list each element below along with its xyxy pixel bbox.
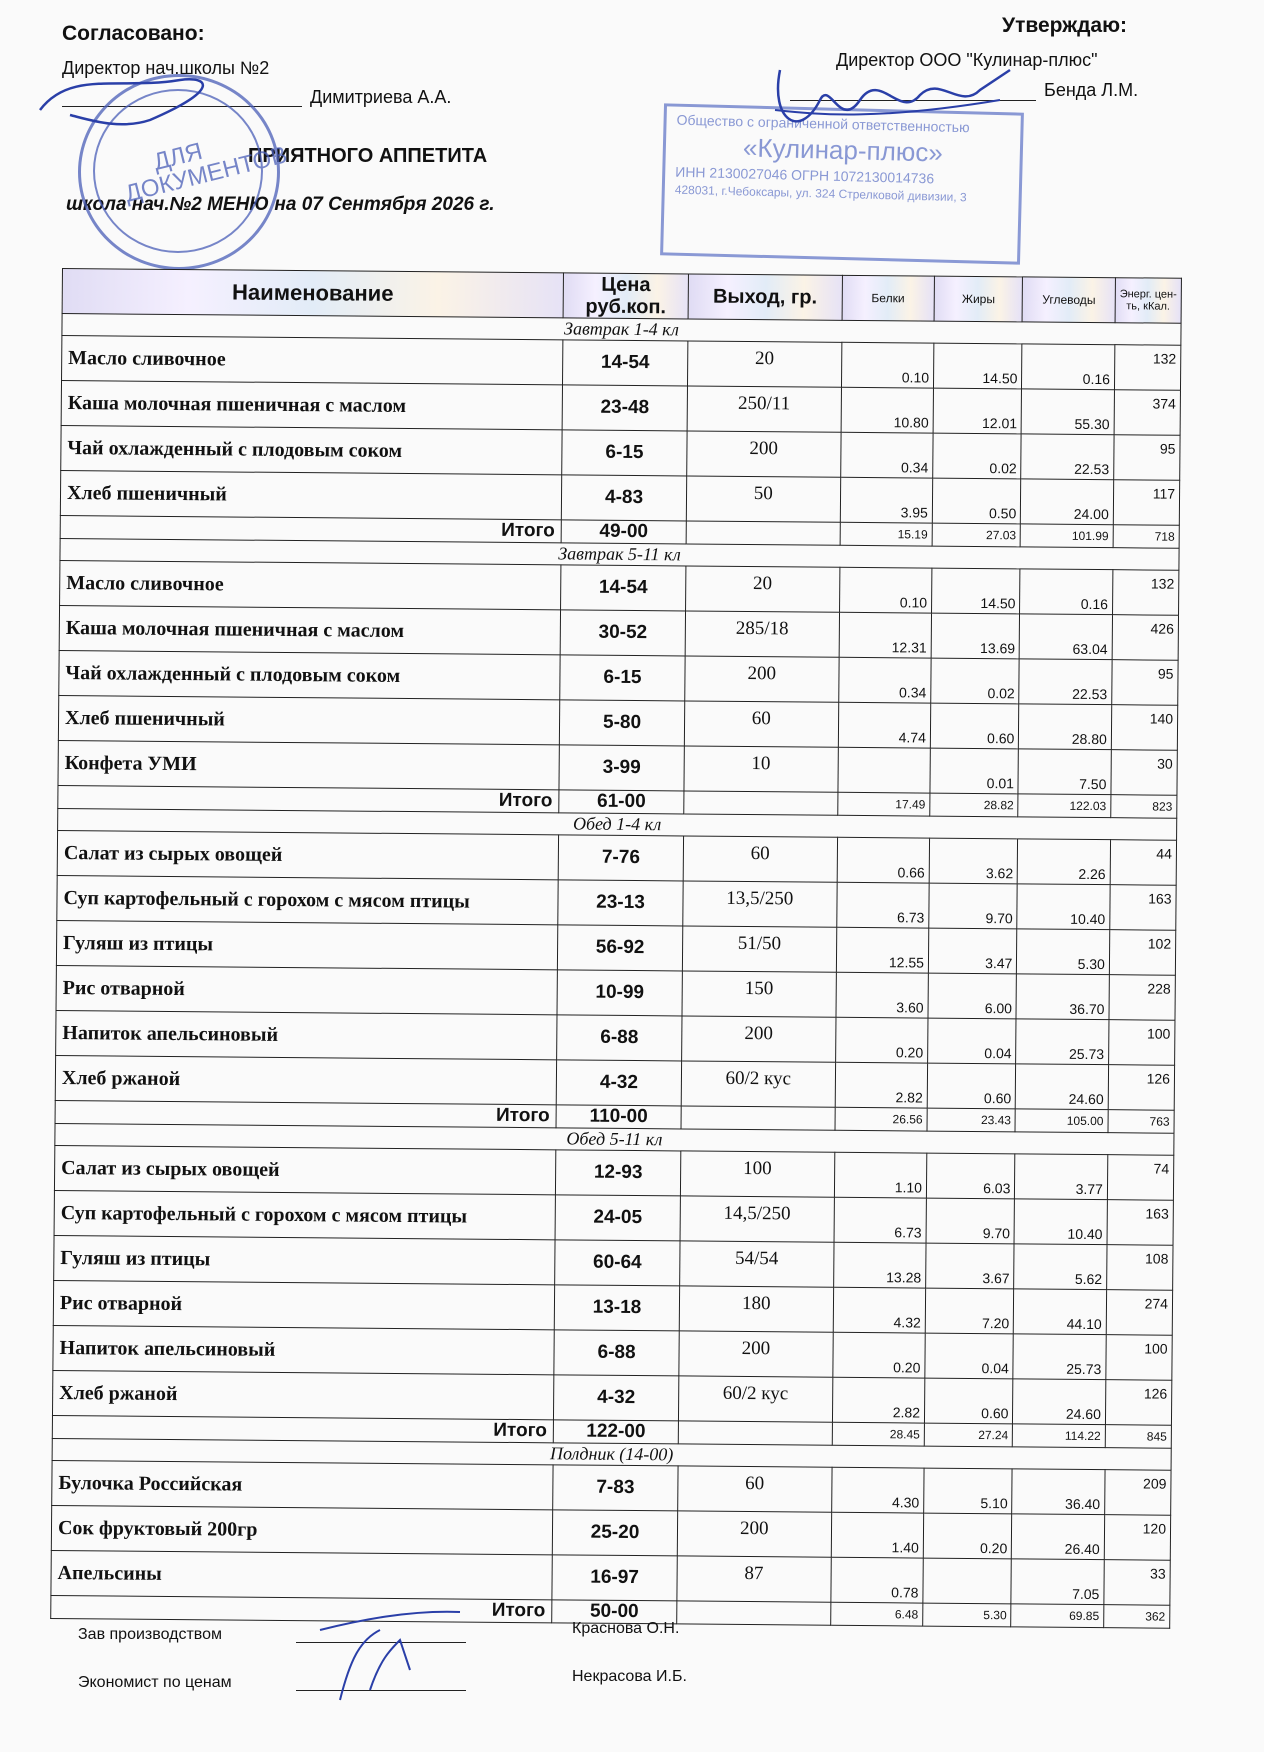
section-title: Завтрак 1-4 кл — [62, 314, 1181, 346]
item-fat: 14.50 — [932, 568, 1021, 614]
total-fat: 28.82 — [930, 793, 1019, 817]
item-carbs: 5.62 — [1014, 1244, 1107, 1290]
item-yield: 60 — [684, 701, 838, 747]
item-yield: 200 — [687, 431, 841, 477]
item-kcal: 163 — [1107, 1200, 1173, 1246]
total-fat: 27.24 — [924, 1423, 1013, 1447]
item-protein: 12.55 — [836, 927, 929, 973]
item-yield: 200 — [685, 656, 839, 702]
item-yield: 200 — [677, 1511, 831, 1557]
item-price: 7-76 — [558, 835, 683, 881]
item-kcal: 426 — [1112, 615, 1178, 661]
production-role: Зав производством — [78, 1626, 222, 1643]
item-price: 4-83 — [561, 475, 686, 521]
total-protein: 28.45 — [832, 1422, 925, 1446]
item-name: Каша молочная пшеничная с маслом — [59, 605, 560, 654]
total-kcal: 718 — [1113, 525, 1179, 549]
item-price: 10-99 — [557, 970, 682, 1016]
col-price: Цена руб.коп. — [563, 273, 688, 319]
company-stamp-line3: ИНН 2130027046 ОГРН 1072130014736 — [675, 163, 935, 187]
section-title: Обед 5-11 кл — [55, 1123, 1174, 1155]
total-fat: 27.03 — [932, 523, 1021, 547]
item-protein: 0.78 — [830, 1557, 923, 1603]
item-protein: 1.40 — [831, 1512, 924, 1558]
item-kcal: 209 — [1105, 1470, 1171, 1516]
total-price: 122-00 — [553, 1420, 678, 1444]
item-fat: 5.10 — [924, 1468, 1013, 1514]
item-yield: 285/18 — [685, 611, 839, 657]
item-name: Каша молочная пшеничная с маслом — [61, 381, 562, 430]
item-price: 6-88 — [554, 1330, 679, 1376]
item-protein: 1.10 — [834, 1152, 927, 1198]
item-fat: 0.50 — [932, 478, 1021, 524]
total-protein: 17.49 — [837, 792, 930, 816]
item-name: Напиток апельсиновый — [53, 1325, 554, 1374]
approve-title: Утверждаю: — [1002, 14, 1128, 37]
item-price: 60-64 — [555, 1240, 680, 1286]
economist-role: Экономист по ценам — [78, 1674, 232, 1691]
item-carbs: 63.04 — [1020, 614, 1113, 660]
item-protein: 0.20 — [832, 1332, 925, 1378]
item-protein: 0.34 — [838, 657, 931, 703]
item-price: 14-54 — [561, 565, 686, 611]
item-carbs: 28.80 — [1019, 704, 1112, 750]
item-protein: 13.28 — [833, 1242, 926, 1288]
item-yield: 87 — [677, 1556, 831, 1602]
item-kcal: 132 — [1114, 345, 1180, 391]
total-price: 61-00 — [559, 790, 684, 814]
item-name: Салат из сырых овощей — [57, 830, 558, 879]
item-price: 24-05 — [555, 1195, 680, 1241]
item-kcal: 274 — [1106, 1290, 1172, 1336]
item-carbs: 55.30 — [1021, 389, 1114, 435]
item-fat: 0.60 — [924, 1378, 1013, 1424]
agreed-signature — [30, 50, 230, 140]
item-kcal: 163 — [1110, 885, 1176, 931]
item-fat: 6.03 — [926, 1153, 1015, 1199]
item-yield: 200 — [682, 1016, 836, 1062]
item-fat: 0.60 — [930, 703, 1019, 749]
total-fat: 5.30 — [923, 1603, 1012, 1627]
item-protein: 6.73 — [836, 882, 929, 928]
item-name: Гуляш из птицы — [54, 1235, 555, 1284]
item-name: Масло сливочное — [62, 336, 563, 385]
col-energy: Энерг. цен-ть, кКал. — [1115, 278, 1181, 324]
item-protein: 12.31 — [839, 612, 932, 658]
total-yield — [681, 1106, 835, 1130]
item-fat: 9.70 — [926, 1198, 1015, 1244]
item-price: 6-15 — [562, 430, 687, 476]
item-price: 23-48 — [562, 385, 687, 431]
item-fat: 0.02 — [933, 433, 1022, 479]
agreed-name: Димитриева А.А. — [310, 87, 452, 107]
item-kcal: 126 — [1108, 1065, 1174, 1111]
menu-table — [50, 268, 1182, 1629]
section-title: Обед 1-4 кл — [58, 808, 1177, 840]
item-fat: 6.00 — [928, 973, 1017, 1019]
item-yield: 10 — [684, 746, 838, 792]
item-price: 16-97 — [552, 1555, 677, 1601]
item-kcal: 74 — [1107, 1155, 1173, 1201]
company-stamp-line1: Общество с ограниченной ответственностью — [676, 111, 970, 136]
total-yield — [686, 521, 840, 545]
item-fat: 7.20 — [925, 1288, 1014, 1334]
item-name: Салат из сырых овощей — [54, 1145, 555, 1194]
item-name: Хлеб пшеничный — [60, 470, 561, 519]
item-name: Чай охлажденный с плодовым соком — [61, 425, 562, 474]
item-yield: 60 — [683, 836, 837, 882]
item-carbs: 3.77 — [1015, 1154, 1108, 1200]
item-fat: 0.04 — [925, 1333, 1014, 1379]
item-price: 6-88 — [557, 1015, 682, 1061]
item-price: 6-15 — [560, 655, 685, 701]
item-yield: 150 — [682, 971, 836, 1017]
footer-signature — [300, 1600, 470, 1710]
item-name: Булочка Российская — [52, 1460, 553, 1509]
item-kcal: 374 — [1114, 390, 1180, 436]
total-label: Итого — [52, 1415, 553, 1442]
item-price: 4-32 — [554, 1375, 679, 1421]
item-yield: 250/11 — [687, 386, 841, 432]
total-price: 110-00 — [556, 1105, 681, 1129]
item-carbs: 2.26 — [1018, 839, 1111, 885]
total-label: Итого — [58, 785, 559, 812]
total-carbs: 69.85 — [1011, 1604, 1104, 1628]
item-carbs: 0.16 — [1022, 344, 1115, 390]
item-fat: 3.62 — [929, 838, 1018, 884]
total-yield — [684, 791, 838, 815]
item-fat: 0.20 — [923, 1513, 1012, 1559]
item-kcal: 228 — [1109, 975, 1175, 1021]
total-protein: 26.56 — [835, 1107, 928, 1131]
item-kcal: 30 — [1111, 750, 1177, 796]
item-protein: 4.32 — [833, 1287, 926, 1333]
item-kcal: 132 — [1112, 570, 1178, 616]
item-fat: 0.04 — [928, 1018, 1017, 1064]
total-kcal: 362 — [1104, 1605, 1170, 1629]
item-name: Хлеб ржаной — [55, 1055, 556, 1104]
total-kcal: 823 — [1111, 795, 1177, 819]
item-price: 5-80 — [559, 700, 684, 746]
item-fat: 9.70 — [929, 883, 1018, 929]
item-name: Хлеб пшеничный — [58, 695, 559, 744]
agreed-role: Директор нач.школы №2 — [62, 58, 270, 78]
item-yield: 54/54 — [680, 1241, 834, 1287]
item-yield: 60 — [678, 1466, 832, 1512]
item-fat: 3.67 — [926, 1243, 1015, 1289]
total-carbs: 101.99 — [1021, 524, 1114, 548]
item-kcal: 44 — [1110, 840, 1176, 886]
item-protein — [837, 747, 930, 793]
production-name: Краснова О.Н. — [572, 1620, 680, 1637]
item-kcal: 108 — [1107, 1245, 1173, 1291]
item-name: Рис отварной — [56, 965, 557, 1014]
item-protein: 4.30 — [831, 1467, 924, 1513]
item-carbs: 10.40 — [1014, 1199, 1107, 1245]
item-carbs: 36.40 — [1012, 1469, 1105, 1515]
total-price: 50-00 — [552, 1600, 677, 1624]
total-label: Итого — [55, 1100, 556, 1127]
item-yield: 200 — [679, 1331, 833, 1377]
item-carbs: 22.53 — [1021, 434, 1114, 480]
col-name: Наименование — [62, 269, 563, 318]
item-kcal: 120 — [1104, 1515, 1170, 1561]
item-kcal: 95 — [1114, 435, 1180, 481]
item-protein: 0.10 — [839, 567, 932, 613]
item-carbs: 26.40 — [1012, 1514, 1105, 1560]
item-protein: 10.80 — [841, 387, 934, 433]
section-title: Завтрак 5-11 кл — [60, 538, 1179, 570]
item-kcal: 102 — [1109, 930, 1175, 976]
item-name: Масло сливочное — [60, 560, 561, 609]
company-stamp-line2: «Кулинар-плюс» — [742, 132, 944, 168]
approve-role: Директор ООО "Кулинар-плюс" — [836, 50, 1098, 70]
item-price: 30-52 — [560, 610, 685, 656]
item-kcal: 100 — [1108, 1020, 1174, 1066]
col-fat: Жиры — [934, 276, 1023, 322]
col-carbs: Углеводы — [1022, 277, 1115, 323]
item-carbs: 24.60 — [1013, 1379, 1106, 1425]
item-carbs: 5.30 — [1017, 929, 1110, 975]
item-yield: 13,5/250 — [683, 881, 837, 927]
menu-title: школа нач.№2 МЕНЮ на 07 Сентября 2026 г. — [66, 194, 495, 215]
item-kcal: 126 — [1105, 1380, 1171, 1426]
item-kcal: 33 — [1104, 1560, 1170, 1606]
item-name: Суп картофельный с горохом с мясом птицы — [54, 1190, 555, 1239]
item-yield: 180 — [679, 1286, 833, 1332]
total-carbs: 122.03 — [1018, 794, 1111, 818]
item-name: Хлеб ржаной — [52, 1370, 553, 1419]
item-price: 4-32 — [556, 1060, 681, 1106]
item-protein: 0.34 — [840, 432, 933, 478]
item-fat: 0.02 — [931, 658, 1020, 704]
item-carbs: 22.53 — [1019, 659, 1112, 705]
total-carbs: 114.22 — [1013, 1424, 1106, 1448]
agreed-title: Согласовано: — [62, 22, 205, 45]
bon-appetit: ПРИЯТНОГО АППЕТИТА — [248, 145, 488, 167]
item-name: Конфета УМИ — [58, 740, 559, 789]
item-yield: 50 — [686, 476, 840, 522]
item-fat: 0.01 — [930, 748, 1019, 794]
total-yield — [677, 1601, 831, 1625]
item-kcal: 117 — [1113, 480, 1179, 526]
col-yield: Выход, гр. — [688, 274, 842, 320]
item-protein: 2.82 — [832, 1377, 925, 1423]
total-kcal: 763 — [1108, 1110, 1174, 1134]
item-protein: 3.95 — [840, 477, 933, 523]
item-fat: 14.50 — [933, 343, 1022, 389]
item-yield: 20 — [686, 566, 840, 612]
item-yield: 14,5/250 — [680, 1196, 834, 1242]
total-yield — [678, 1421, 832, 1445]
item-carbs: 25.73 — [1013, 1334, 1106, 1380]
item-fat: 3.47 — [928, 928, 1017, 974]
item-fat: 12.01 — [933, 388, 1022, 434]
item-carbs: 7.05 — [1011, 1559, 1104, 1605]
total-protein: 6.48 — [830, 1602, 923, 1626]
item-protein: 0.10 — [841, 342, 934, 388]
item-fat: 0.60 — [927, 1063, 1016, 1109]
item-carbs: 10.40 — [1017, 884, 1110, 930]
total-label: Итого — [51, 1595, 552, 1622]
item-price: 25-20 — [552, 1510, 677, 1556]
item-kcal: 100 — [1106, 1335, 1172, 1381]
item-carbs: 25.73 — [1016, 1019, 1109, 1065]
menu-body — [51, 314, 1181, 1629]
item-protein: 0.20 — [835, 1017, 928, 1063]
item-name: Напиток апельсиновый — [56, 1010, 557, 1059]
item-yield: 20 — [688, 341, 842, 387]
item-carbs: 0.16 — [1020, 569, 1113, 615]
approve-name: Бенда Л.М. — [1044, 80, 1139, 100]
approve-signature — [760, 40, 1030, 150]
item-yield: 60/2 кус — [679, 1376, 833, 1422]
item-name: Рис отварной — [53, 1280, 554, 1329]
item-fat — [923, 1558, 1012, 1604]
item-price: 13-18 — [554, 1285, 679, 1331]
item-name: Сок фруктовый 200гр — [51, 1505, 552, 1554]
total-price: 49-00 — [561, 520, 686, 544]
item-protein: 6.73 — [834, 1197, 927, 1243]
item-protein: 3.60 — [835, 972, 928, 1018]
item-yield: 100 — [680, 1151, 834, 1197]
item-price: 3-99 — [559, 745, 684, 791]
item-price: 23-13 — [558, 880, 683, 926]
total-label: Итого — [60, 515, 561, 542]
company-stamp-line4: 428031, г.Чебоксары, ул. 324 Стрелковой дивизии, 3 — [674, 182, 967, 205]
total-kcal: 845 — [1105, 1425, 1171, 1449]
item-name: Чай охлажденный с плодовым соком — [59, 650, 560, 699]
round-stamp-text: ДЛЯ ДОКУМЕНТОВ — [122, 137, 290, 208]
item-name: Суп картофельный с горохом с мясом птицы — [57, 875, 558, 924]
item-carbs: 7.50 — [1018, 749, 1111, 795]
item-protein: 4.74 — [838, 702, 931, 748]
item-carbs: 44.10 — [1014, 1289, 1107, 1335]
total-carbs: 105.00 — [1015, 1109, 1108, 1133]
total-fat: 23.43 — [927, 1108, 1016, 1132]
item-carbs: 36.70 — [1016, 974, 1109, 1020]
item-protein: 2.82 — [835, 1062, 928, 1108]
item-name: Гуляш из птицы — [56, 920, 557, 969]
total-protein: 15.19 — [840, 522, 933, 546]
item-kcal: 95 — [1112, 660, 1178, 706]
item-carbs: 24.60 — [1016, 1064, 1109, 1110]
item-yield: 60/2 кус — [681, 1061, 835, 1107]
item-yield: 51/50 — [682, 926, 836, 972]
item-price: 14-54 — [563, 340, 688, 386]
item-price: 12-93 — [555, 1150, 680, 1196]
item-fat: 13.69 — [931, 613, 1020, 659]
section-title: Полдник (14-00) — [52, 1438, 1171, 1470]
item-price: 7-83 — [553, 1465, 678, 1511]
col-protein: Белки — [842, 275, 935, 321]
item-price: 56-92 — [557, 925, 682, 971]
item-carbs: 24.00 — [1021, 479, 1114, 525]
item-kcal: 140 — [1111, 705, 1177, 751]
item-name: Апельсины — [51, 1550, 552, 1599]
item-protein: 0.66 — [837, 837, 930, 883]
economist-name: Некрасова И.Б. — [572, 1668, 687, 1685]
